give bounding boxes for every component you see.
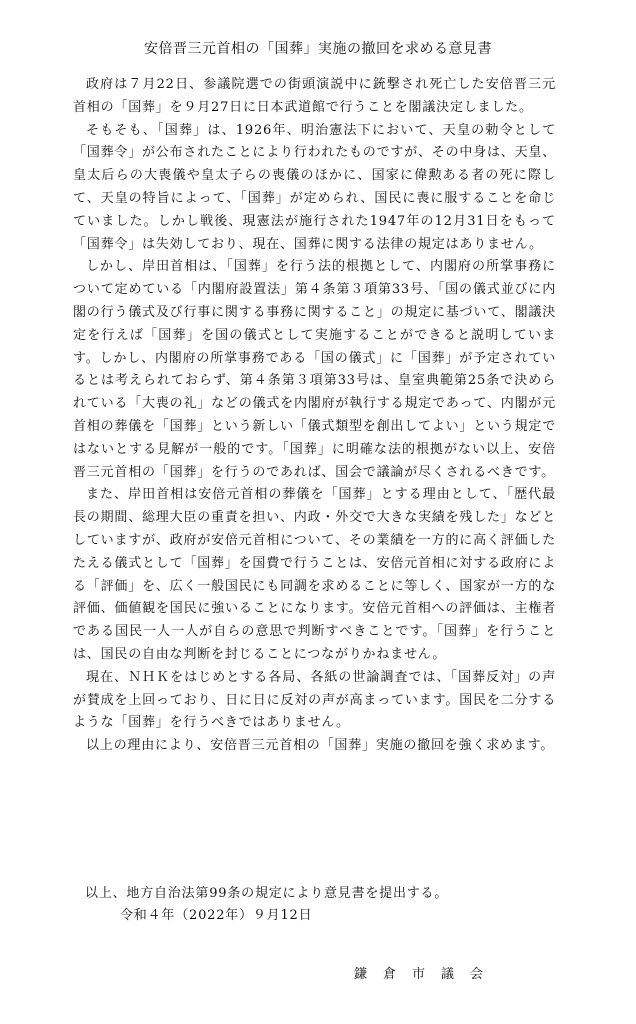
document-date: 令和４年（2022年）９月12日 <box>120 908 313 923</box>
document-body <box>73 74 556 758</box>
closing-statement: 以上、地方自治法第99条の規定により意見書を提出する。 <box>85 886 449 901</box>
paragraph: 以上の理由により、安倍晋三元首相の「国葬」実施の撤回を強く求めます。 <box>86 738 555 754</box>
author-signature: 鎌倉市議会 <box>354 967 500 982</box>
paragraph: また、岸田首相は安倍元首相の葬儀を「国葬」とする理由として、「歴代最長の期間、総理大臣の重責を担い、内政・外交で大きな実績を残した」などとしていますが、政府が安倍元首相について、その業績を一方的に高く評価したたえる儀式として「国葬」を国費で行うことは、安倍元首相に対する政府による「評価」を、広く一般国民にも同調を求めることに等しく、国家が一方的な評価、価値観を国民に強いることになります。安倍元首相への評価は、主権者である国民一人一人が自らの意思で判断すべきことです。「国葬」を行うことは、国民の自由な判断を封じることにつながりかねません。 <box>73 487 557 662</box>
paragraph: そもそも、「国葬」は、1926年、明治憲法下において、天皇の勅令として「国葬令」が公布されたことにより行われたものですが、その中身は、天皇、皇太后らの大喪儀や皇太子らの喪儀のほかに、国家に偉勲ある者の死に際して、天皇の特旨によって、「国葬」が定められ、国民に喪に服することを命じていました。しかし戦後、現憲法が施行された1947年の12月31日をもって「国葬令」は失効しており、現在、国葬に関する法律の規定はありません。 <box>73 122 557 252</box>
paragraph: 現在、ＮＨＫをはじめとする各局、各紙の世論調査では、「国葬反対」の声が賛成を上回っており、日に日に反対の声が高まっています。国民を二分するような「国葬」を行うべきではありません。 <box>73 669 556 731</box>
paragraph: 政府は７月22日、参議院選での街頭演説中に銃撃され死亡した安倍晋三元首相の「国葬」を９月27日に日本武道館で行うことを閣議決定しました。 <box>73 77 556 115</box>
paragraph: しかし、岸田首相は、「国葬」を行う法的根拠として、内閣府の所掌事務について定めている「内閣府設置法」第４条第３項第33号、「国の儀式並びに内閣の行う儀式及び行事に関する事務に関すること」の規定に基づいて、閣議決定を行えば「国葬」を国の儀式として実施することができると説明しています。しかし、内閣府の所掌事務である「国の儀式」に「国葬」が予定されているとは考えられておらず、第４条第３項第33号は、皇室典範第25条で決められている「大喪の礼」などの儀式を内閣府が執行する規定であって、内閣が元首相の葬儀を「国葬」という新しい「儀式類型を創出してよい」という規定ではないとする見解が一般的です。「国葬」に明確な法的根拠がない以上、安倍晋三元首相の「国葬」を行うのであれば、国会で議論が尽くされるべきです。 <box>73 259 557 480</box>
document-title: 安倍晋三元首相の「国葬」実施の撤回を求める意見書 <box>144 41 492 57</box>
